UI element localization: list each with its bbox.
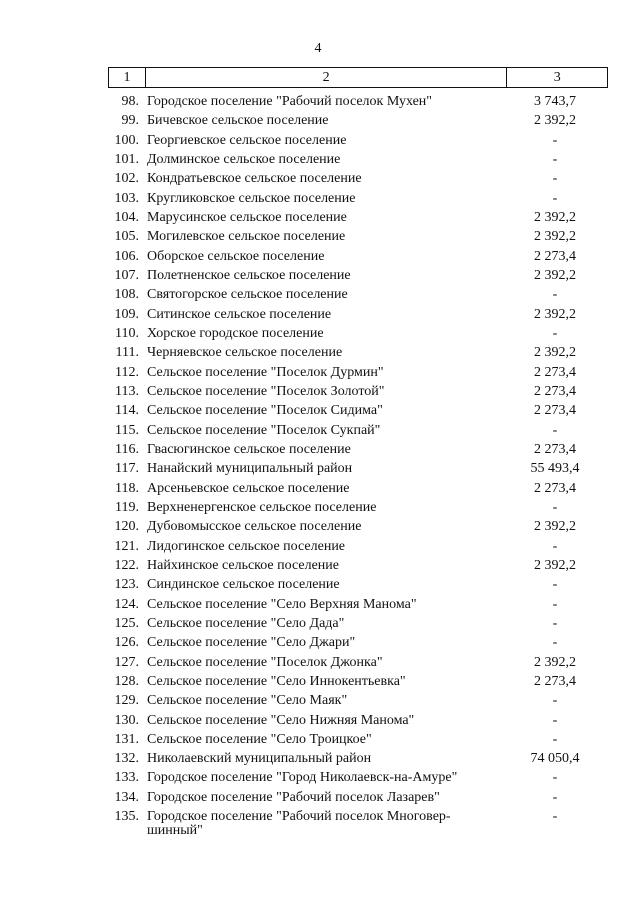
row-value: -	[552, 190, 558, 206]
row-value: 2 273,4	[534, 364, 576, 380]
row-value: -	[552, 693, 558, 709]
row-number: 112.	[115, 364, 139, 380]
column-header-row	[108, 67, 608, 88]
row-number: 107.	[114, 267, 139, 283]
table-row	[0, 672, 636, 691]
row-value: 2 392,2	[534, 113, 576, 129]
row-value: 2 392,2	[534, 654, 576, 670]
row-name: Бичевское сельское поселение	[147, 113, 329, 129]
row-name: Хорское городское поселение	[147, 325, 324, 341]
row-value: 2 392,2	[534, 267, 576, 283]
row-name: Марусинское сельское поселение	[147, 209, 347, 225]
table-row	[0, 749, 636, 768]
row-number: 106.	[114, 248, 139, 264]
row-value: 2 392,2	[534, 209, 576, 225]
table-row	[0, 111, 636, 130]
table-row	[0, 440, 636, 459]
table-row	[0, 807, 636, 843]
table-row	[0, 363, 636, 382]
row-value: -	[552, 596, 558, 612]
row-value: 55 493,4	[530, 461, 580, 477]
row-value: -	[552, 325, 558, 341]
row-number: 104.	[114, 209, 139, 225]
row-number: 121.	[114, 538, 139, 554]
row-number: 131.	[114, 731, 139, 747]
row-value: 2 273,4	[534, 403, 576, 419]
row-number: 122.	[114, 557, 139, 573]
row-name: Кондратьевское сельское поселение	[147, 171, 362, 187]
row-value: 2 273,4	[534, 441, 576, 457]
row-number: 103.	[114, 190, 139, 206]
table-row	[0, 421, 636, 440]
row-value: -	[552, 712, 558, 728]
row-value: -	[552, 499, 558, 515]
table-row	[0, 459, 636, 478]
row-number: 130.	[114, 712, 139, 728]
table-row	[0, 768, 636, 787]
row-value: 74 050,4	[530, 751, 580, 767]
row-name: Городское поселение "Рабочий поселок Лазарев"	[147, 789, 440, 805]
row-name: Сельское поселение "Поселок Золотой"	[147, 383, 385, 399]
row-value: -	[552, 422, 558, 438]
row-number: 100.	[114, 132, 139, 148]
row-name: Верхненергенское сельское поселение	[147, 499, 377, 515]
table-row	[0, 150, 636, 169]
page-number: 4	[314, 41, 322, 56]
table-row	[0, 537, 636, 556]
row-name: Черняевское сельское поселение	[147, 345, 343, 361]
row-number: 105.	[114, 229, 139, 245]
row-number: 129.	[114, 693, 139, 709]
row-number: 101.	[114, 151, 139, 167]
row-number: 116.	[115, 441, 139, 457]
table-row	[0, 285, 636, 304]
table-row	[0, 92, 636, 111]
row-name: Городское поселение "Город Николаевск-на-Амуре"	[147, 770, 458, 786]
row-value: 2 392,2	[534, 229, 576, 245]
table-row	[0, 131, 636, 150]
row-value: 2 273,4	[534, 248, 576, 264]
column-header-1: 1	[109, 68, 146, 88]
row-number: 120.	[114, 519, 139, 535]
row-value: 2 273,4	[534, 383, 576, 399]
table-row	[0, 169, 636, 188]
row-number: 98.	[121, 94, 139, 109]
table-row	[0, 575, 636, 594]
row-number: 115.	[115, 422, 139, 438]
table-row	[0, 324, 636, 343]
row-name: Сельское поселение "Село Джари"	[147, 635, 356, 651]
row-value: -	[552, 770, 558, 786]
row-value: 3 743,7	[534, 94, 576, 109]
row-value: 2 392,2	[534, 557, 576, 573]
table-row	[0, 401, 636, 420]
row-name: Городское поселение "Рабочий поселок Многовер- шинный"	[147, 809, 451, 839]
row-value: 2 392,2	[534, 519, 576, 535]
table-row	[0, 691, 636, 710]
row-number: 124.	[114, 596, 139, 612]
row-number: 127.	[114, 654, 139, 670]
row-value: -	[552, 287, 558, 303]
row-name: Сельское поселение "Поселок Дурмин"	[147, 364, 384, 380]
row-value: -	[552, 171, 558, 187]
table-row	[0, 227, 636, 246]
row-name: Полетненское сельское поселение	[147, 267, 351, 283]
row-name: Георгиевское сельское поселение	[147, 132, 347, 148]
row-value: 2 392,2	[534, 345, 576, 361]
row-number: 134.	[114, 789, 139, 805]
table-row	[0, 517, 636, 536]
row-name: Сельское поселение "Село Дада"	[147, 615, 345, 631]
row-number: 99.	[121, 113, 139, 129]
row-number: 123.	[114, 577, 139, 593]
row-name: Сельское поселение "Поселок Сукпай"	[147, 422, 381, 438]
row-value: 2 273,4	[534, 673, 576, 689]
row-name: Арсеньевское сельское поселение	[147, 480, 350, 496]
row-number: 132.	[114, 751, 139, 767]
row-number: 126.	[114, 635, 139, 651]
table-row	[0, 653, 636, 672]
row-name: Синдинское сельское поселение	[147, 577, 340, 593]
row-name: Городское поселение "Рабочий поселок Мухен"	[147, 94, 433, 109]
row-value: -	[552, 809, 558, 825]
row-number: 135.	[114, 809, 139, 825]
row-number: 102.	[114, 171, 139, 187]
row-name: Кругликовское сельское поселение	[147, 190, 356, 206]
table-row	[0, 711, 636, 730]
row-number: 108.	[114, 287, 139, 303]
row-name: Найхинское сельское поселение	[147, 557, 339, 573]
row-number: 133.	[114, 770, 139, 786]
row-name: Сельское поселение "Село Маяк"	[147, 693, 348, 709]
row-name: Долминское сельское поселение	[147, 151, 341, 167]
table-row	[0, 614, 636, 633]
row-value: -	[552, 577, 558, 593]
row-name: Оборское сельское поселение	[147, 248, 325, 264]
table-row	[0, 633, 636, 652]
table-row	[0, 556, 636, 575]
row-value: -	[552, 151, 558, 167]
row-number: 111.	[115, 345, 139, 361]
row-number: 118.	[115, 480, 139, 496]
row-value: 2 392,2	[534, 306, 576, 322]
column-header-2: 2	[145, 68, 507, 88]
row-number: 110.	[115, 325, 139, 341]
row-value: -	[552, 538, 558, 554]
row-number: 117.	[115, 461, 139, 477]
row-name: Сельское поселение "Село Иннокентьевка"	[147, 673, 406, 689]
table-row	[0, 189, 636, 208]
row-name: Могилевское сельское поселение	[147, 229, 346, 245]
row-name: Ситинское сельское поселение	[147, 306, 332, 322]
table-row	[0, 343, 636, 362]
table-row	[0, 266, 636, 285]
table-row	[0, 208, 636, 227]
row-name: Лидогинское сельское поселение	[147, 538, 346, 554]
table-body	[0, 92, 636, 843]
table-row	[0, 479, 636, 498]
table-row	[0, 730, 636, 749]
table-row	[0, 788, 636, 807]
table-row	[0, 305, 636, 324]
row-name: Нанайский муниципальный район	[147, 461, 353, 477]
row-name: Дубовомысское сельское поселение	[147, 519, 362, 535]
table-row	[0, 498, 636, 517]
column-header-3: 3	[507, 68, 608, 88]
row-name: Николаевский муниципальный район	[147, 751, 372, 767]
table-row	[0, 382, 636, 401]
row-value: 2 273,4	[534, 480, 576, 496]
row-value: -	[552, 635, 558, 651]
row-value: -	[552, 731, 558, 747]
row-value: -	[552, 789, 558, 805]
row-number: 125.	[114, 615, 139, 631]
row-name: Сельское поселение "Поселок Джонка"	[147, 654, 383, 670]
table-row	[0, 247, 636, 266]
row-name: Сельское поселение "Село Нижняя Манома"	[147, 712, 415, 728]
row-name: Святогорское сельское поселение	[147, 287, 348, 303]
row-number: 109.	[114, 306, 139, 322]
row-number: 119.	[115, 499, 139, 515]
row-name: Сельское поселение "Село Троицкое"	[147, 731, 372, 747]
row-number: 113.	[115, 383, 139, 399]
row-name: Гвасюгинское сельское поселение	[147, 441, 351, 457]
row-value: -	[552, 132, 558, 148]
row-number: 128.	[114, 673, 139, 689]
row-name: Сельское поселение "Поселок Сидима"	[147, 403, 383, 419]
row-value: -	[552, 615, 558, 631]
row-name: Сельское поселение "Село Верхняя Манома"	[147, 596, 417, 612]
table-row	[0, 595, 636, 614]
row-number: 114.	[115, 403, 139, 419]
